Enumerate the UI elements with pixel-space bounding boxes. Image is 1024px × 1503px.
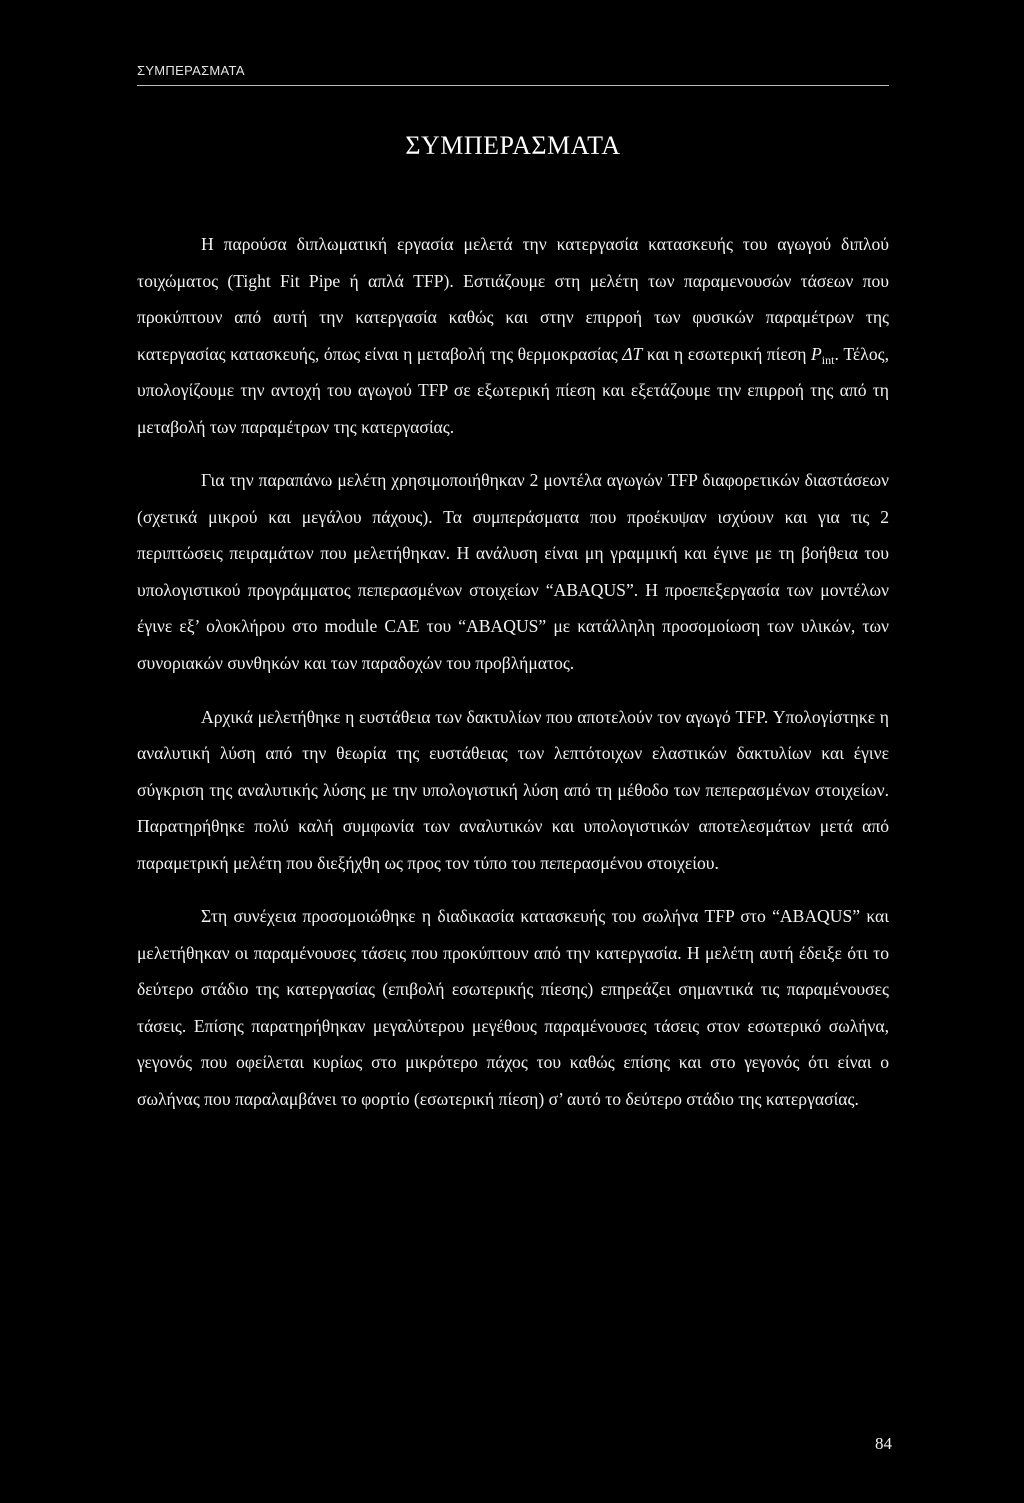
page-number: 84 xyxy=(875,1434,892,1453)
paragraph-4: Στη συνέχεια προσομοιώθηκε η διαδικασία κατασκευής του σωλήνα TFP στο “ABAQUS” και μελετήθηκαν οι παραμένουσες τάσεις που προκύπτουν από την κατεργασία. Η μελέτη αυτή έδειξε ότι το δεύτερο στάδιο της κατεργασίας (επιβολή εσωτερικής πίεσης) επηρεάζει σημαντικά τις παραμένουσες τάσεις. Επίσης παρατηρήθηκαν μεγαλύτερου μεγέθους παραμένουσες τάσεις στον εσωτερικό σωλήνα, γεγονός που οφείλεται κυρίως στο μικρότερο πάχος του καθώς επίσης και στο γεγονός ότι είναι ο σωλήνας που παραλαμβάνει το φορτίο (εσωτερική πίεση) σ’ αυτό το δεύτερο στάδιο της κατεργασίας. xyxy=(137,906,889,1110)
paragraph-1-text-c: . Τέλος, υπολογίζουμε την αντοχή του αγωγού TFP σε εξωτερική πίεση και εξετάζουμε την επιρροή της από τη μεταβολή των παραμέτρων της κατεργασίας. xyxy=(137,343,889,437)
paragraph-1-text-a: Η παρούσα διπλωματική εργασία μελετά την κατεργασία κατασκευής του αγωγού διπλού τοιχώματος (Tight Fit Pipe ή απλά TFP). Εστιάζουμε στη μελέτη των παραμενουσών τάσεων που προκύπτουν από αυτή την κατεργασία καθώς και στην επιρροή των φυσικών παραμέτρων της κατεργασίας κατασκευής, όπως είναι η μεταβολή της θερμοκρασίας xyxy=(137,234,889,364)
p-int-symbol: P xyxy=(811,343,822,364)
p-int-subscript: int xyxy=(821,352,835,367)
paragraph-3: Αρχικά μελετήθηκε η ευστάθεια των δακτυλίων που αποτελούν τον αγωγό TFP. Υπολογίστηκε η αναλυτική λύση από την θεωρία της ευστάθειας των λεπτότοιχων ελαστικών δακτυλίων και έγινε σύγκριση της αναλυτικής λύσης με την υπολογιστική λύση από τη μέθοδο των πεπερασμένων στοιχείων. Παρατηρήθηκε πολύ καλή συμφωνία των αναλυτικών και υπολογιστικών αποτελεσμάτων μετά από παραμετρική μελέτη που διεξήχθη ως προς τον τύπο του πεπερασμένου στοιχείου. xyxy=(137,706,889,873)
running-header-title: ΣΥΜΠΕΡΑΣΜΑΤΑ xyxy=(137,63,245,78)
running-header xyxy=(137,63,889,86)
chapter-title: ΣΥΜΠΕΡΑΣΜΑΤΑ xyxy=(405,131,621,160)
paragraph-1-text-b: και η εσωτερική πίεση xyxy=(646,343,807,364)
delta-t-symbol: ΔT xyxy=(622,343,643,364)
paragraph-1 xyxy=(137,226,889,445)
body-text xyxy=(137,226,889,1118)
paragraph-2: Για την παραπάνω μελέτη χρησιμοποιήθηκαν 2 μοντέλα αγωγών TFP διαφορετικών διαστάσεων (σχετικά μικρού και μεγάλου πάχους). Τα συμπεράσματα που προέκυψαν ισχύουν και για τις 2 περιπτώσεις πειραμάτων που μελετήθηκαν. Η ανάλυση είναι μη γραμμική και έγινε με τη βοήθεια του υπολογιστικού προγράμματος πεπερασμένων στοιχείων “ABAQUS”. Η προεπεξεργασία των μοντέλων έγινε εξ’ ολοκλήρου στο module CAE του “ABAQUS” με κατάλληλη προσομοίωση των υλικών, των συνοριακών συνθηκών και των παραδοχών του προβλήματος. xyxy=(137,470,889,674)
